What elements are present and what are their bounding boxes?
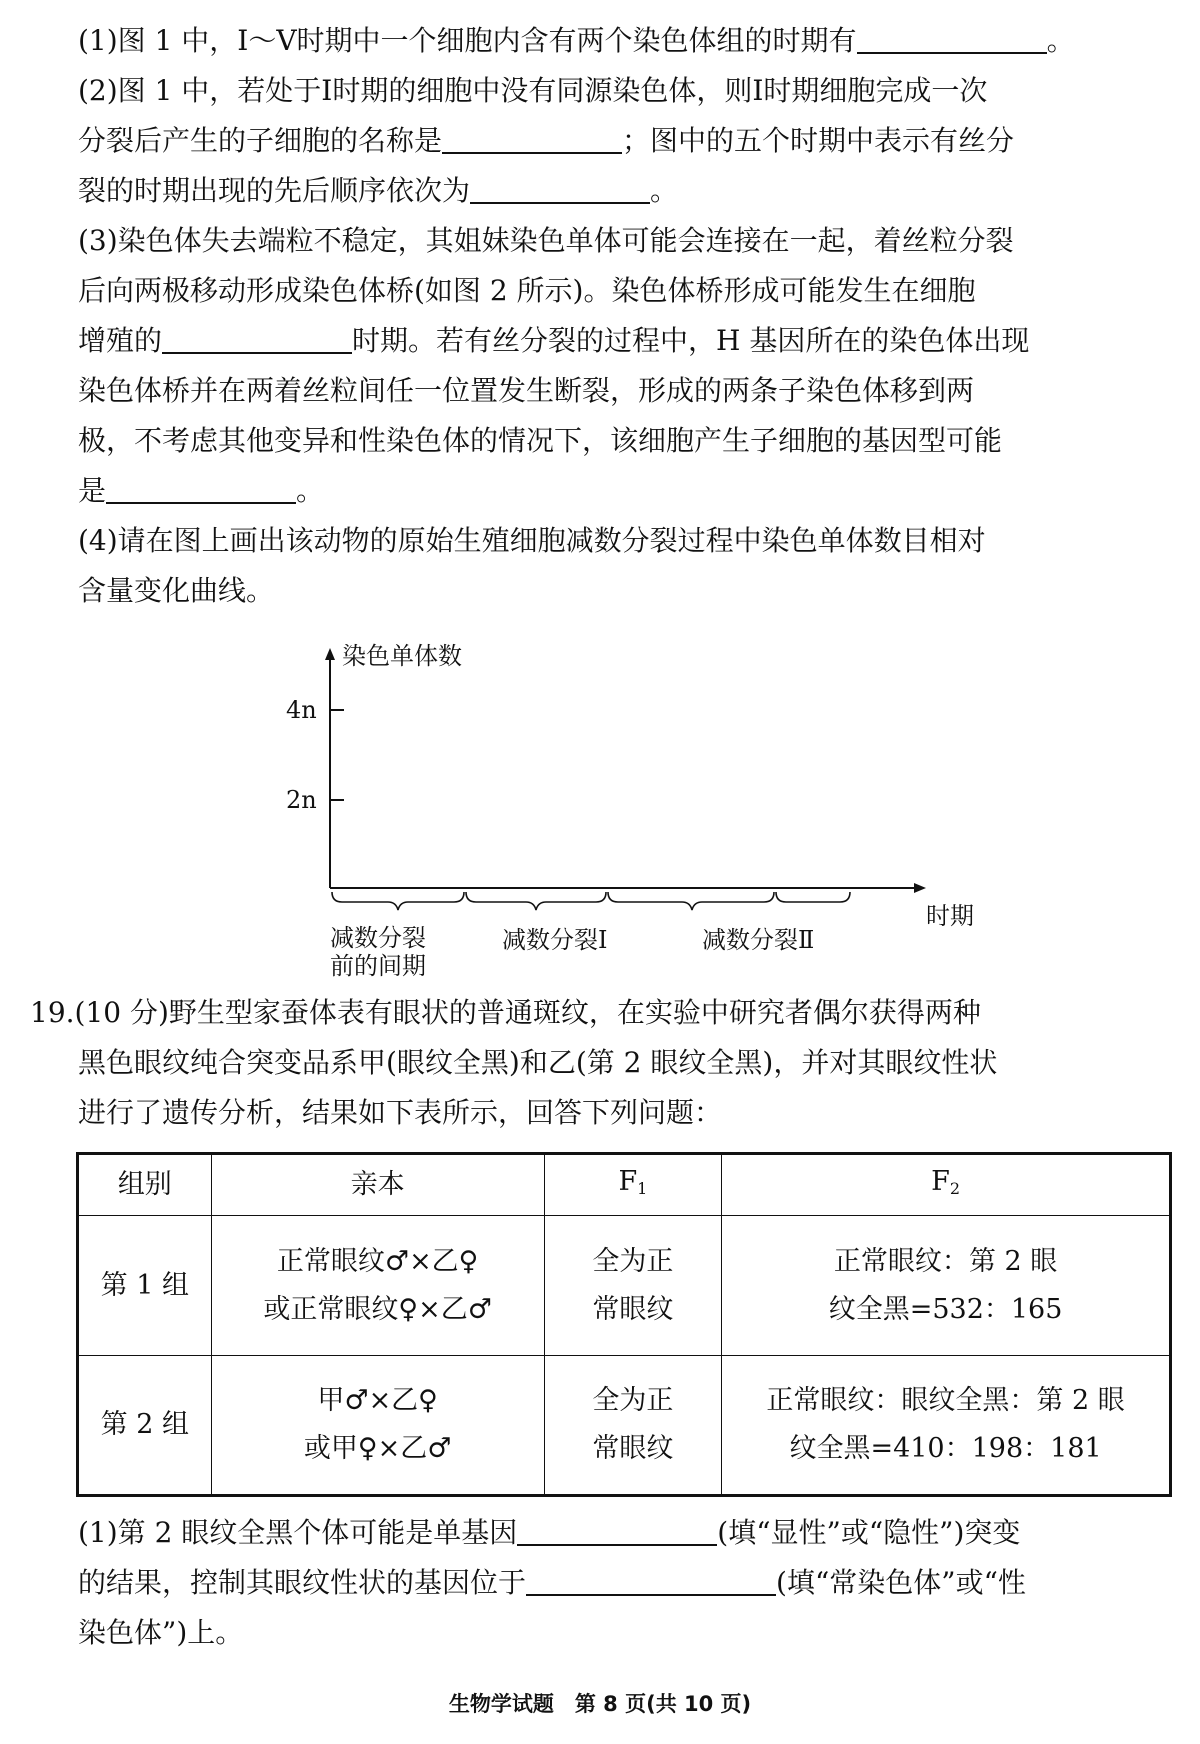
q1-text: (1)图 1 中，Ⅰ～Ⅴ时期中一个细胞内含有两个染色体组的时期有 — [78, 24, 857, 57]
q3-line-5: 极，不考虑其他变异和性染色体的情况下，该细胞产生子细胞的基因型可能 — [78, 424, 1003, 457]
answer-blank[interactable] — [470, 170, 650, 204]
q3-line-4: 染色体桥并在两着丝粒间任一位置发生断裂，形成的两条子染色体移到两 — [78, 374, 975, 407]
q3-line-1: (3)染色体失去端粒不稳定，其姐妹染色单体可能会连接在一起，着丝粒分裂 — [78, 224, 1014, 257]
q4-line-2: 含量变化曲线。 — [78, 574, 275, 607]
brace-meiosis-1 — [466, 892, 606, 910]
answer-blank[interactable] — [857, 20, 1047, 54]
segment-label-interphase-1: 减数分裂 — [330, 924, 426, 952]
header-group: 组别 — [78, 1154, 212, 1216]
q4-line-1: (4)请在图上画出该动物的原始生殖细胞减数分裂过程中染色单体数目相对 — [78, 524, 986, 557]
x-axis-arrow-icon — [914, 883, 926, 893]
f2-cell: 正常眼纹：眼纹全黑：第 2 眼 纹全黑=410：198：181 — [722, 1356, 1171, 1496]
segment-label-interphase-2: 前的间期 — [330, 952, 426, 980]
parent-cell: 正常眼纹♂×乙♀ 或正常眼纹♀×乙♂ — [211, 1216, 544, 1356]
table-row — [78, 1216, 1171, 1356]
answer-blank[interactable] — [517, 1512, 717, 1546]
y-axis-label: 染色单体数 — [342, 642, 462, 670]
brace-end — [776, 892, 850, 902]
answer-blank[interactable] — [442, 120, 622, 154]
graph-axes — [270, 648, 970, 968]
group-cell: 第 1 组 — [78, 1216, 212, 1356]
q2-line-2: 分裂后产生的子细胞的名称是 ；图中的五个时期中表示有丝分 — [78, 116, 1170, 166]
y-axis-arrow-icon — [325, 648, 335, 660]
ytick-label-2n: 2n — [286, 786, 317, 814]
q3-line-2: 后向两极移动形成染色体桥(如图 2 所示)。染色体桥形成可能发生在细胞 — [78, 274, 976, 307]
group-cell: 第 2 组 — [78, 1356, 212, 1496]
answer-blank[interactable] — [106, 470, 296, 504]
header-f2: $F_2$ — [722, 1154, 1171, 1216]
header-parents: 亲本 — [211, 1154, 544, 1216]
x-axis-label: 时期 — [926, 902, 974, 930]
segment-label-meiosis-1: 减数分裂Ⅰ — [502, 926, 608, 954]
q2-line-1: (2)图 1 中，若处于Ⅰ时期的细胞中没有同源染色体，则Ⅰ时期细胞完成一次 — [78, 74, 988, 107]
chromatid-graph — [270, 642, 974, 980]
q3-line-6: 是 。 — [78, 466, 1170, 516]
page-footer: 生物学试题 第 8 页(共 10 页) — [448, 1692, 752, 1716]
table-row — [78, 1356, 1171, 1496]
brace-meiosis-2 — [608, 892, 774, 910]
f1-cell: 全为正 常眼纹 — [544, 1216, 721, 1356]
table-header-row — [78, 1154, 1171, 1216]
ytick-label-4n: 4n — [286, 696, 317, 724]
answer-blank[interactable] — [162, 320, 352, 354]
q3-line-3: 增殖的 时期。若有丝分裂的过程中，H 基因所在的染色体出现 — [78, 316, 1170, 366]
q19-1-block: (1)第 2 眼纹全黑个体可能是单基因 (填“显性”或“隐性”)突变 的结果，控制其眼纹性状的基因位于 (填“常染色体”或“性 染色体”)上。 — [78, 1508, 1170, 1658]
f2-cell: 正常眼纹：第 2 眼 纹全黑=532：165 — [722, 1216, 1171, 1356]
answer-blank[interactable] — [526, 1562, 776, 1596]
genetics-table — [76, 1152, 1172, 1497]
q19-intro: 19.(10 分)野生型家蚕体表有眼状的普通斑纹，在实验中研究者偶尔获得两种 黑色眼纹纯合突变品系甲(眼纹全黑)和乙(第 2 眼纹全黑)，并对其眼纹性状 进行了遗传分析，结果如下表所示，回答下列问题： — [30, 996, 998, 1129]
q1-line: (1)图 1 中，Ⅰ～Ⅴ时期中一个细胞内含有两个染色体组的时期有 。 — [78, 16, 1170, 66]
f1-cell: 全为正 常眼纹 — [544, 1356, 721, 1496]
brace-interphase — [332, 892, 464, 910]
q2-line-3: 裂的时期出现的先后顺序依次为 。 — [78, 166, 1170, 216]
question-text-block — [78, 16, 1170, 616]
segment-label-meiosis-2: 减数分裂Ⅱ — [702, 926, 815, 954]
header-f1: $F_1$ — [544, 1154, 721, 1216]
parent-cell: 甲♂×乙♀ 或甲♀×乙♂ — [211, 1356, 544, 1496]
